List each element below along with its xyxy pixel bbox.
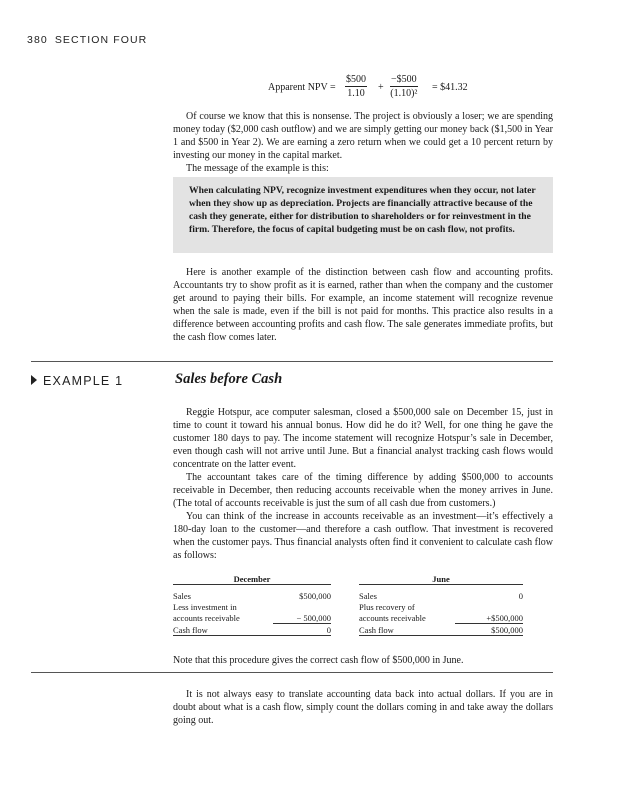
note-text: Note that this procedure gives the correct cash flow of $500,000 in June. bbox=[173, 655, 464, 666]
fraction-1 bbox=[345, 74, 367, 100]
cell: − 500,000 bbox=[273, 612, 331, 624]
triangle-marker-icon bbox=[31, 375, 37, 385]
example-note bbox=[173, 654, 553, 667]
cell: Less investment in bbox=[173, 601, 237, 612]
cell: 0 bbox=[273, 623, 331, 635]
fraction-1-numerator: $500 bbox=[346, 74, 366, 85]
cell: +$500,000 bbox=[455, 612, 523, 624]
npv-equation bbox=[252, 67, 552, 107]
fraction-2-denominator: (1.10)² bbox=[390, 88, 418, 99]
closing-paragraph bbox=[173, 688, 553, 727]
paragraph-text: Reggie Hotspur, ace computer salesman, closed a $500,000 sale on December 15, just in time to count it toward his annual bonus. How did he do it? Well, for one thing he gave the customer 180 days to pay. The income statement will recognize Hotspur’s sale in December, even though cash will not arrive until June. But a financial analyst tracking cash flows would concentrate on the latter event. bbox=[173, 407, 553, 470]
paragraph-text: It is not always easy to translate accounting data back into actual dollars. If you are in doubt about what is a cash flow, simply count the dollars coming in and take away the dollars going out. bbox=[173, 689, 553, 726]
example-title: Sales before Cash bbox=[175, 371, 283, 387]
callout-text: When calculating NPV, recognize investment expenditures when they occur, not later when they show up as depreciation. Projects are financially attractive because of the cash they generate, either for distribution to shareholders or for reinvestment in the firm. Therefore, the focus of capital budgeting must be on cash flow, not profits. bbox=[189, 185, 536, 235]
paragraph-text: The accountant takes care of the timing difference by adding $500,000 to accounts receivable in December, then reducing accounts receivable when the money arrives in June. (The total of accounts receivable is just the sum of all cash due from customers.) bbox=[173, 472, 553, 509]
cell: Cash flow bbox=[173, 623, 273, 635]
divider-bottom bbox=[31, 672, 553, 673]
example-label-text: EXAMPLE 1 bbox=[43, 374, 124, 388]
cell: Cash flow bbox=[359, 623, 455, 635]
section-title: SECTION FOUR bbox=[54, 34, 148, 46]
equation-result: = $41.32 bbox=[432, 82, 468, 93]
cell: 0 bbox=[518, 590, 523, 601]
table-row bbox=[173, 585, 523, 601]
cell: Plus recovery of bbox=[359, 601, 415, 612]
paragraph-text: The message of the example is this: bbox=[186, 163, 329, 174]
cell: accounts receivable bbox=[173, 613, 240, 623]
table-header-row bbox=[173, 571, 523, 585]
paragraph-text: You can think of the increase in accounts receivable as an investment—it’s effectively a 180-day loan to the customer—and therefore a cash outflow. That investment is recovered when the customer pays. Thus financial analysts often find it convenient to calculate cash flow as follows: bbox=[173, 511, 553, 561]
cell: $500,000 bbox=[299, 590, 331, 601]
table-row bbox=[173, 623, 523, 635]
page-number: 380 bbox=[27, 34, 48, 46]
paragraph-distinction bbox=[173, 266, 553, 344]
fraction-2-numerator: −$500 bbox=[391, 74, 417, 85]
cell: accounts receivable bbox=[359, 613, 426, 623]
table-row bbox=[173, 612, 523, 624]
cell bbox=[273, 601, 331, 612]
cell: Sales bbox=[173, 590, 191, 601]
cash-flow-table bbox=[173, 571, 523, 636]
example-label bbox=[31, 374, 123, 388]
cell: $500,000 bbox=[455, 623, 523, 635]
paragraph-text: Here is another example of the distinction between cash flow and accounting profits. Accountants try to show profit as it is earned, rather than when the company and the customer get around to paying their bills. For example, an income statement will recognize revenue when the sale is made, even if the bill is not paid for months. This practice also results in a difference between accounting profits and cash flow. The sale generates immediate profits, but the cash flow comes later. bbox=[173, 267, 553, 343]
divider-top bbox=[31, 361, 553, 362]
plus-sign: + bbox=[378, 82, 384, 93]
header-june: June bbox=[359, 571, 523, 585]
running-header bbox=[27, 34, 147, 46]
fraction-2 bbox=[390, 74, 418, 100]
equation-label: Apparent NPV = bbox=[268, 82, 336, 93]
key-message-callout bbox=[173, 177, 553, 253]
cell: Sales bbox=[359, 590, 377, 601]
fraction-1-denominator: 1.10 bbox=[347, 88, 365, 99]
header-december: December bbox=[173, 571, 331, 585]
cell bbox=[455, 601, 523, 612]
paragraph-text: Of course we know that this is nonsense. The project is obviously a loser; we are spending money today ($2,000 cash outflow) and we are simply getting our money back ($1,500 in Year 1 and $500 in Year 2). We are earning a zero return when we could get a 10 percent return by investing our money in the capital market. bbox=[173, 111, 553, 161]
paragraph-nonsense bbox=[173, 110, 553, 175]
example-body bbox=[173, 406, 553, 562]
table-row bbox=[173, 601, 523, 612]
